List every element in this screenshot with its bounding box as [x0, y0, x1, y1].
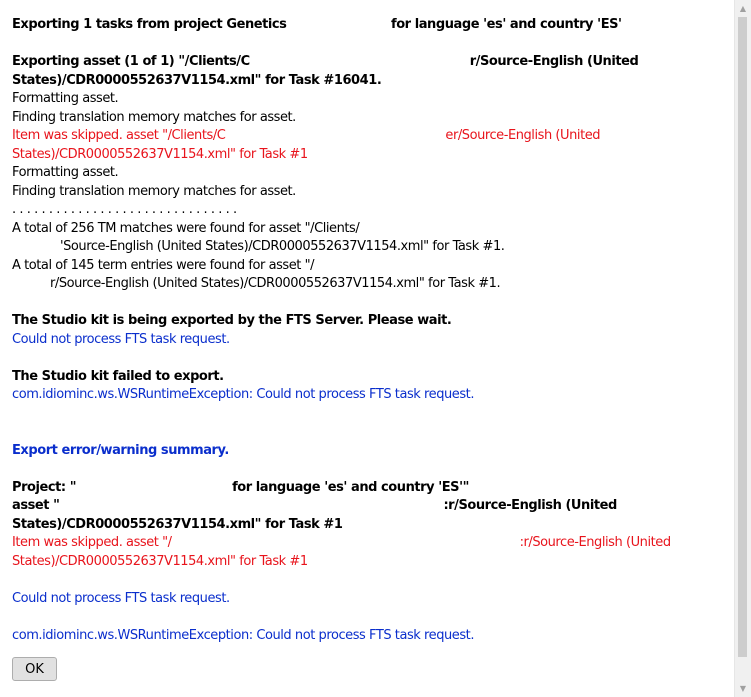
log-asset-line-2: States)/CDR0000552637V1154.xml" for Task #16041. — [12, 72, 382, 88]
summary-skipped-warning-2: States)/CDR0000552637V1154.xml" for Task #1 — [12, 553, 308, 569]
log-asset-line: Exporting asset (1 of 1) "/Clients/C r/Source-English (United — [12, 54, 639, 69]
scroll-down-arrow-icon[interactable]: ▼ — [739, 684, 747, 693]
log-kit-failed: The Studio kit failed to export. — [12, 368, 224, 384]
log-fts-error: Could not process FTS task request. — [12, 331, 230, 347]
summary-exception: com.idiominc.ws.WSRuntimeException: Could not process FTS task request. — [12, 627, 474, 643]
log-term-entries-2: r/Source-English (United States)/CDR0000552637V1154.xml" for Task #1. — [50, 276, 501, 291]
summary-asset-2: States)/CDR0000552637V1154.xml" for Task #1 — [12, 516, 343, 532]
summary-project: Project: " for language 'es' and country 'ES'" — [12, 479, 469, 495]
ok-button[interactable]: OK — [12, 657, 57, 681]
summary-fts-error: Could not process FTS task request. — [12, 590, 230, 606]
summary-heading: Export error/warning summary. — [12, 442, 229, 458]
log-tm-matches-2: 'Source-English (United States)/CDR0000552637V1154.xml" for Task #1. — [60, 239, 505, 254]
log-finding-tm: Finding translation memory matches for asset. — [12, 109, 296, 125]
log-tm-matches: A total of 256 TM matches were found for asset "/Clients/ — [12, 220, 360, 236]
log-skipped-warning-2: States)/CDR0000552637V1154.xml" for Task #1 — [12, 146, 308, 162]
export-header — [12, 16, 734, 35]
log-term-entries: A total of 145 term entries were found for asset "/ — [12, 257, 315, 273]
header-title-left: Exporting 1 tasks from project Genetics — [12, 17, 287, 32]
log-formatting: Formatting asset. — [12, 91, 119, 106]
log-finding-tm-2: Finding translation memory matches for asset. — [12, 183, 296, 199]
scrollbar-thumb[interactable] — [738, 17, 747, 657]
scroll-up-arrow-icon[interactable]: ▲ — [739, 4, 747, 13]
log-progress-dots: . . . . . . . . . . . . . . . . . . . . . . . . . . . . . . . — [12, 202, 237, 217]
log-skipped-warning: Item was skipped. asset "/Clients/C er/Source-English (United — [12, 128, 601, 143]
log-formatting-2: Formatting asset. — [12, 165, 119, 180]
summary-asset: asset " :r/Source-English (United — [12, 498, 617, 513]
log-fts-exporting: The Studio kit is being exported by the FTS Server. Please wait. — [12, 313, 452, 328]
vertical-scrollbar[interactable] — [734, 0, 751, 697]
header-title-right: for language 'es' and country 'ES' — [391, 17, 622, 32]
summary-skipped-warning: Item was skipped. asset "/ :r/Source-English (United — [12, 535, 671, 550]
log-exception: com.idiominc.ws.WSRuntimeException: Could not process FTS task request. — [12, 387, 474, 402]
